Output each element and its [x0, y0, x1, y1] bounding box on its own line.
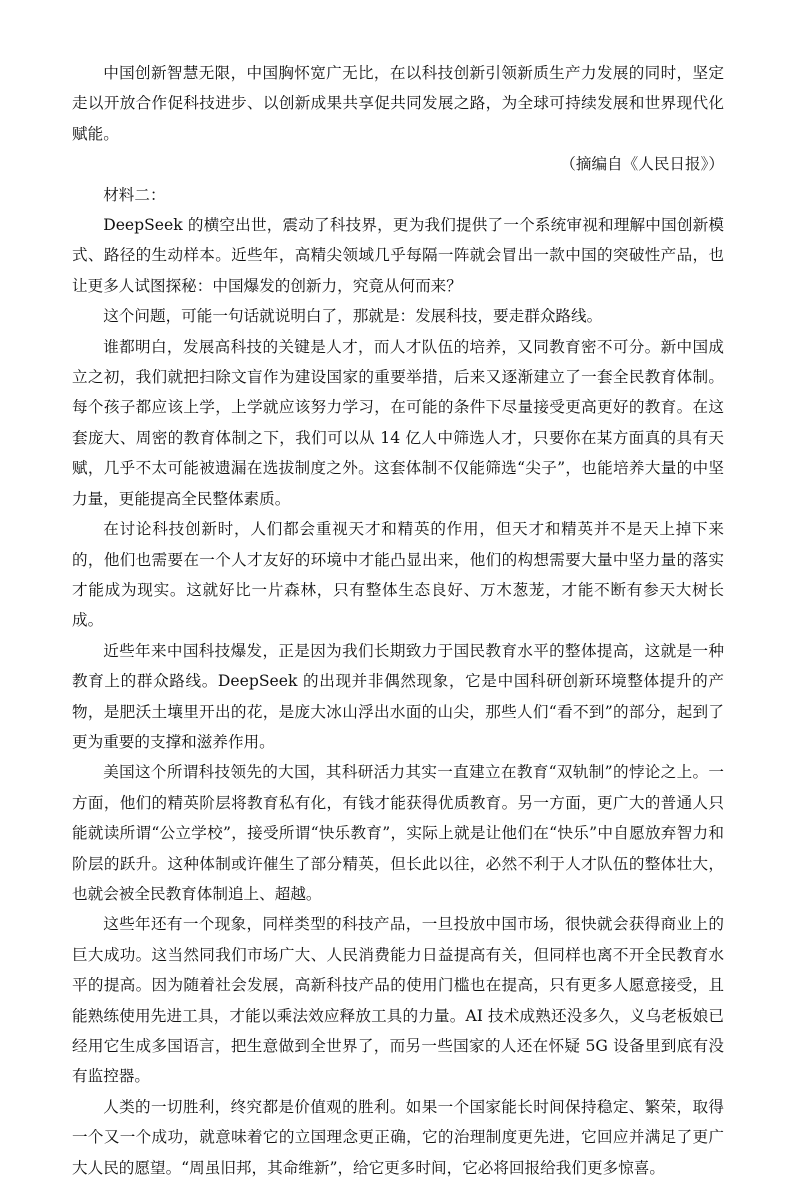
- paragraph: DeepSeek 的横空出世，震动了科技界，更为我们提供了一个系统审视和理解中国创新模式、路径的生动样本。近些年，高精尖领域几乎每隔一阵就会冒出一款中国的突破性产品，也让更多人试图探秘：中国爆发的创新力，究竟从何而来？: [72, 216, 724, 295]
- paragraph: 这些年还有一个现象，同样类型的科技产品，一旦投放中国市场，很快就会获得商业上的巨大成功。这当然同我们市场广大、人民消费能力日益提高有关，但同样也离不开全民教育水平的提高。因为随着社会发展，高新科技产品的使用门槛也在提高，只有更多人愿意接受，且能熟练使用先进工具，才能以乘法效应释放工具的力量。AI 技术成熟还没多久，义乌老板娘已经用它生成多国语言，把生意做到全世界了，而另一些国家的人还在怀疑 5G 设备里到底有没有监控器。: [72, 915, 724, 1086]
- paragraph: 美国这个所谓科技领先的大国，其科研活力其实一直建立在教育“双轨制”的悖论之上。一方面，他们的精英阶层将教育私有化，有钱才能获得优质教育。另一方面，更广大的普通人只能就读所谓“公立学校”，接受所谓“快乐教育”，实际上就是让他们在“快乐”中自愿放弃智力和阶层的跃升。这种体制或许催生了部分精英，但长此以往，必然不利于人才队伍的整体壮大，也就会被全民教育体制追上、超越。: [72, 763, 724, 903]
- paragraph: 在讨论科技创新时，人们都会重视天才和精英的作用，但天才和精英并不是天上掉下来的，他们也需要在一个人才友好的环境中才能凸显出来，他们的构想需要大量中坚力量的落实才能成为现实。这就好比一片森林，只有整体生态良好、万木葱茏，才能不断有参天大树长成。: [72, 520, 724, 630]
- document-page: [72, 58, 724, 1183]
- paragraph: 近些年来中国科技爆发，正是因为我们长期致力于国民教育水平的整体提高，这就是一种教育上的群众路线。DeepSeek 的出现并非偶然现象，它是中国科研创新环境整体提升的产物，是肥沃土壤里开出的花，是庞大冰山浮出水面的山尖，那些人们“看不到”的部分，起到了更为重要的支撑和滋养作用。: [72, 641, 724, 751]
- paragraph: 中国创新智慧无限，中国胸怀宽广无比，在以科技创新引领新质生产力发展的同时，坚定走以开放合作促科技进步、以创新成果共享促共同发展之路，为全球可持续发展和世界现代化赋能。: [72, 64, 724, 143]
- paragraph: 谁都明白，发展高科技的关键是人才，而人才队伍的培养，又同教育密不可分。新中国成立之初，我们就把扫除文盲作为建设国家的重要举措，后来又逐渐建立了一套全民教育体制。每个孩子都应该上学，上学就应该努力学习，在可能的条件下尽量接受更高更好的教育。在这套庞大、周密的教育体制之下，我们可以从 14 亿人中筛选人才，只要你在某方面真的具有天赋，几乎不太可能被遗漏在选拔制度之外。这套体制不仅能筛选“尖子”，也能培养大量的中坚力量，更能提高全民整体素质。: [72, 337, 724, 508]
- source-citation: （摘编自《人民日报》）: [560, 155, 724, 174]
- paragraph: 这个问题，可能一句话就说明白了，那就是：发展科技，要走群众路线。: [103, 307, 603, 326]
- material-heading: 材料二：: [103, 185, 166, 204]
- paragraph: 人类的一切胜利，终究都是价值观的胜利。如果一个国家能长时间保持稳定、繁荣，取得一个又一个成功，就意味着它的立国理念更正确，它的治理制度更先进，它回应并满足了更广大人民的愿望。“周虽旧邦，其命维新”，给它更多时间，它必将回报给我们更多惊喜。: [72, 1097, 724, 1177]
